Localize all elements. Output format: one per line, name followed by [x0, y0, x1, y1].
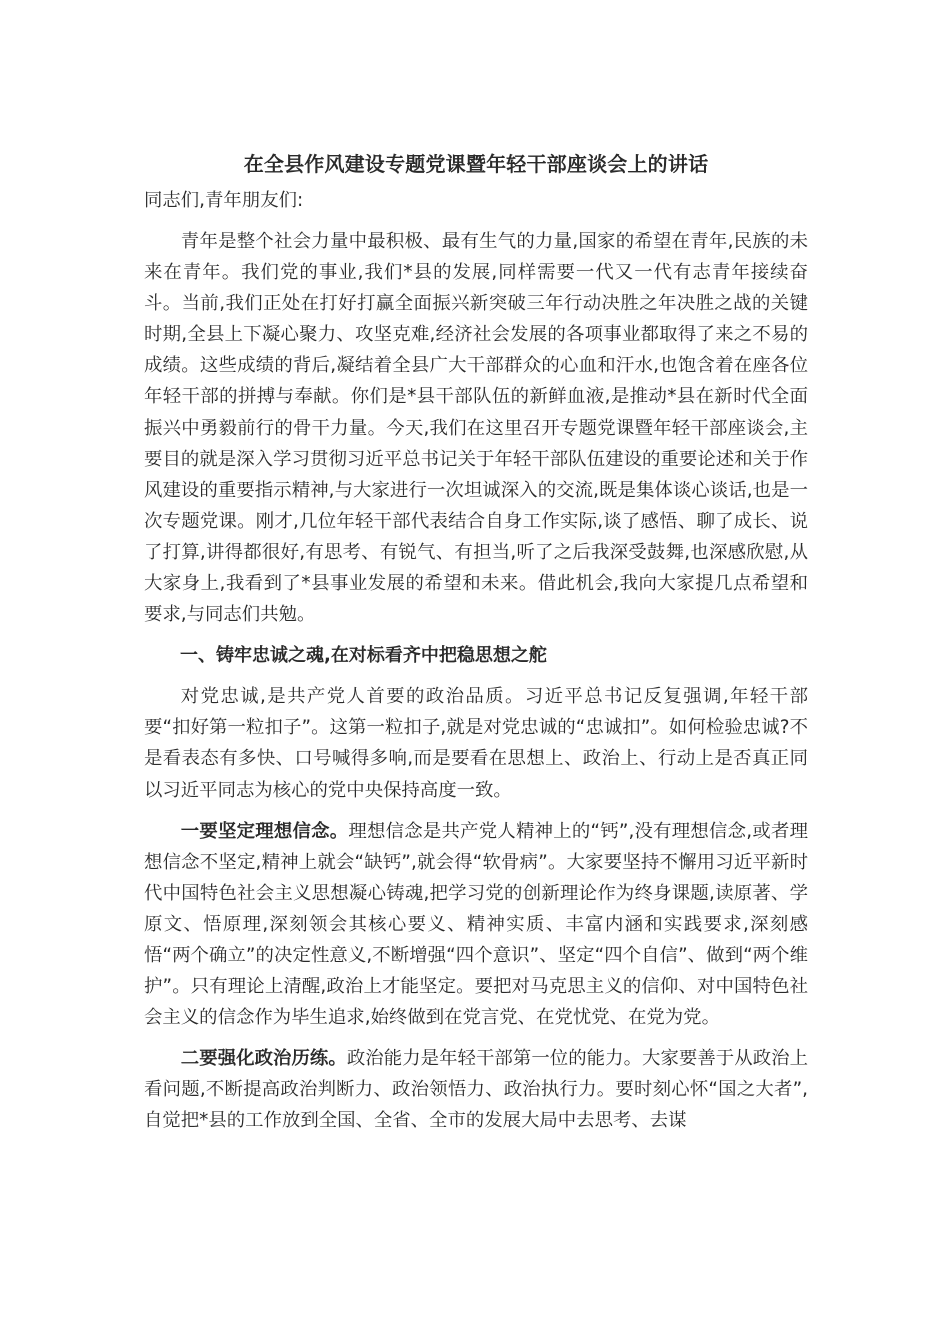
section-1-paragraph: 对党忠诚,是共产党人首要的政治品质。习近平总书记反复强调,年轻干部要“扣好第一粒扣子”。这第一粒扣子,就是对党忠诚的“忠诚扣”。如何检验忠诚?不是看表态有多快、口号喊得多响,而是要看在思想上、政治上、行动上是否真正同以习近平同志为核心的党中央保持高度一致。 [144, 686, 808, 801]
point-2-text: 政治能力是年轻干部第一位的能力。大家要善于从政治上看问题,不断提高政治判断力、政治领悟力、政治执行力。要时刻心怀“国之大者”,自觉把*县的工作放到全国、全省、全市的发展大局中去思考、去谋 [144, 1048, 808, 1132]
intro-paragraph: 青年是整个社会力量中最积极、最有生气的力量,国家的希望在青年,民族的未来在青年。我们党的事业,我们*县的发展,同样需要一代又一代有志青年接续奋斗。当前,我们正处在打好打赢全面振兴新突破三年行动决胜之年决胜之战的关键时期,全县上下凝心聚力、攻坚克难,经济社会发展的各项事业都取得了来之不易的成绩。这些成绩的背后,凝结着全县广大干部群众的心血和汗水,也饱含着在座各位年轻干部的拼搏与奉献。你们是*县干部队伍的新鲜血液,是推动*县在新时代全面振兴中勇毅前行的骨干力量。今天,我们在这里召开专题党课暨年轻干部座谈会,主要目的就是深入学习贯彻习近平总书记关于年轻干部队伍建设的重要论述和关于作风建设的重要指示精神,与大家进行一次坦诚深入的交流,既是集体谈心谈话,也是一次专题党课。刚才,几位年轻干部代表结合自身工作实际,谈了感悟、聊了成长、说了打算,讲得都很好,有思考、有锐气、有担当,听了之后我深受鼓舞,也深感欣慰,从大家身上,我看到了*县事业发展的希望和未来。借此机会,我向大家提几点希望和要求,与同志们共勉。 [144, 231, 808, 626]
document-page [144, 148, 808, 1338]
point-2-lead: 二要强化政治历练。 [180, 1048, 347, 1070]
section-1-heading: 一、铸牢忠诚之魂,在对标看齐中把稳思想之舵 [180, 645, 547, 667]
point-1-text: 理想信念是共产党人精神上的“钙”,没有理想信念,或者理想信念不坚定,精神上就会“缺钙”,就会得“软骨病”。大家要坚持不懈用习近平新时代中国特色社会主义思想凝心铸魂,把学习党的创新理论作为终身课题,读原著、学原文、悟原理,深刻领会其核心要义、精神实质、丰富内涵和实践要求,深刻感悟“两个确立”的决定性意义,不断增强“四个意识”、坚定“四个自信”、做到“两个维护”。只有理论上清醒,政治上才能坚定。要把对马克思主义的信仰、对中国特色社会主义的信念作为毕生追求,始终做到在党言党、在党忧党、在党为党。 [144, 820, 808, 1029]
point-1-lead: 一要坚定理想信念。 [180, 820, 349, 842]
document-title: 在全县作风建设专题党课暨年轻干部座谈会上的讲话 [243, 152, 709, 176]
salutation: 同志们,青年朋友们: [144, 190, 304, 211]
point-1-paragraph [144, 816, 808, 1034]
point-2-paragraph [144, 1043, 808, 1136]
